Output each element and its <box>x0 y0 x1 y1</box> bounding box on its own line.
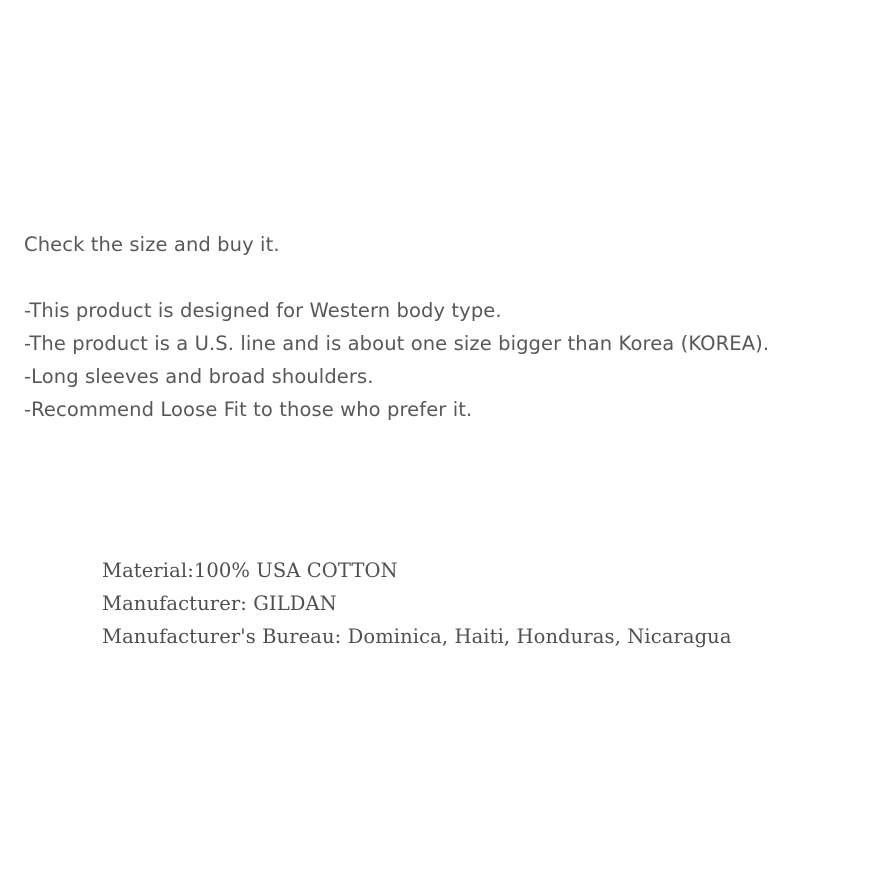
spec-manufacturer-bureau: Manufacturer's Bureau: Dominica, Haiti, Honduras, Nicaragua <box>102 625 732 648</box>
manufacturing-spec-block <box>102 554 862 653</box>
spec-manufacturer: Manufacturer: GILDAN <box>102 592 337 615</box>
sizing-bullet-1: -This product is designed for Western body type. <box>24 299 502 322</box>
block-spacer <box>24 261 864 294</box>
sizing-bullet-4: -Recommend Loose Fit to those who prefer it. <box>24 398 473 421</box>
sizing-info-block <box>24 228 864 426</box>
spec-material: Material:100% USA COTTON <box>102 559 398 582</box>
sizing-headline: Check the size and buy it. <box>24 233 280 256</box>
sizing-bullet-3: -Long sleeves and broad shoulders. <box>24 365 374 388</box>
sizing-bullet-2: -The product is a U.S. line and is about one size bigger than Korea (KOREA). <box>24 332 770 355</box>
